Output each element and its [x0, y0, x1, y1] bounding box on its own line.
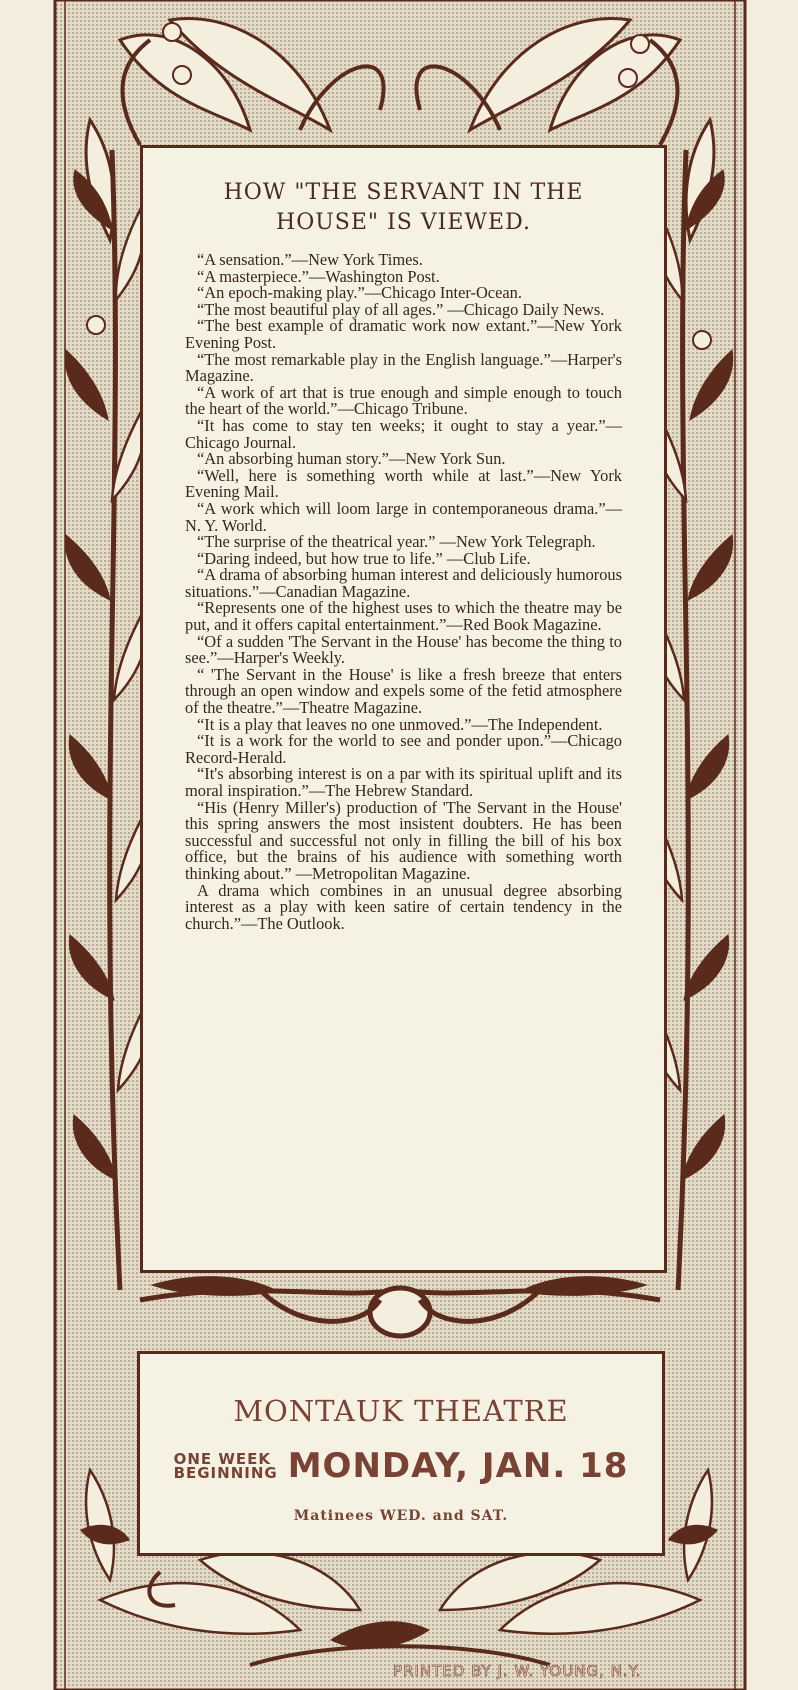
press-quote: “Of a sudden 'The Servant in the House' has become the thing to see.”—Harper's Weekly. [185, 631, 622, 668]
press-quote: “An absorbing human story.”—New York Sun. [197, 449, 506, 469]
press-quote: “Represents one of the highest uses to which the theatre may be put, and it offers capital entertainment.”—Red Book Magazine. [185, 598, 622, 635]
press-quote: “A sensation.”—New York Times. [197, 250, 423, 269]
press-quote: “A masterpiece.”—Washington Post. [197, 266, 440, 286]
printer-credit: PRINTED BY J. W. YOUNG, N.Y. [393, 1662, 642, 1680]
engagement-box [137, 1351, 665, 1556]
engagement-line [140, 1446, 662, 1486]
panel-heading: HOW "THE SERVANT IN THE HOUSE" IS VIEWED. [223, 180, 584, 235]
press-quote: “The most remarkable play in the English language.”—Harper's Magazine. [185, 349, 622, 386]
run-length-line: ONE WEEK [173, 1450, 271, 1468]
press-quote: “Daring indeed, but how true to life.” —Club Life. [197, 548, 531, 568]
press-quote: “It is a work for the world to see and ponder upon.”—Chicago Record-Herald. [185, 731, 622, 767]
press-quote: “His (Henry Miller's) production of 'The Servant in the House' this spring answers the most insistent doubters. He has been successful and successful not only in filling the bill of his box office, but the brains of his audience with something worth thinking about.” —Metropolitan Magazine. [185, 797, 622, 883]
press-quote: “The surprise of the theatrical year.” —New York Telegraph. [197, 532, 596, 552]
theatre-name: MONTAUK THEATRE [233, 1394, 569, 1428]
press-quotes-panel [140, 145, 667, 1273]
press-quote: “It's absorbing interest is on a par with its spiritual uplift and its moral inspiration.”—The Hebrew Standard. [185, 764, 622, 800]
press-quote: “A work which will loom large in contemporaneous drama.”—N. Y. World. [185, 498, 622, 535]
press-quote: A drama which combines in an unusual degree absorbing interest as a play with keen satire of certain tendency in the church.”—The Outlook. [185, 880, 622, 933]
run-length-label [174, 1452, 278, 1480]
matinee-schedule: Matinees WED. and SAT. [293, 1508, 509, 1524]
run-length-line: BEGINNING [173, 1464, 278, 1482]
press-quote: “The best example of dramatic work now extant.”—New York Evening Post. [185, 316, 622, 352]
press-quote: “A drama of absorbing human interest and deliciously humorous situations.”—Canadian Magazine. [185, 565, 622, 601]
press-quote: “Well, here is something worth while at last.”—New York Evening Mail. [185, 465, 622, 502]
press-quote: “The most beautiful play of all ages.” —Chicago Daily News. [197, 299, 605, 319]
press-quote: “It has come to stay ten weeks; it ought to stay a year.”—Chicago Journal. [185, 415, 622, 452]
press-quote: “An epoch-making play.”—Chicago Inter-Ocean. [197, 283, 522, 303]
opening-date: MONDAY, JAN. 18 [287, 1446, 629, 1486]
press-quote: “It is a play that leaves no one unmoved.”—The Independent. [197, 714, 603, 734]
press-quote: “ 'The Servant in the House' is like a fresh breeze that enters through an open window and expels some of the fetid atmosphere of the theatre.”—Theatre Magazine. [185, 664, 622, 718]
press-quote: “A work of art that is true enough and simple enough to touch the heart of the world.”—Chicago Tribune. [185, 382, 622, 419]
quote-list [185, 252, 622, 932]
